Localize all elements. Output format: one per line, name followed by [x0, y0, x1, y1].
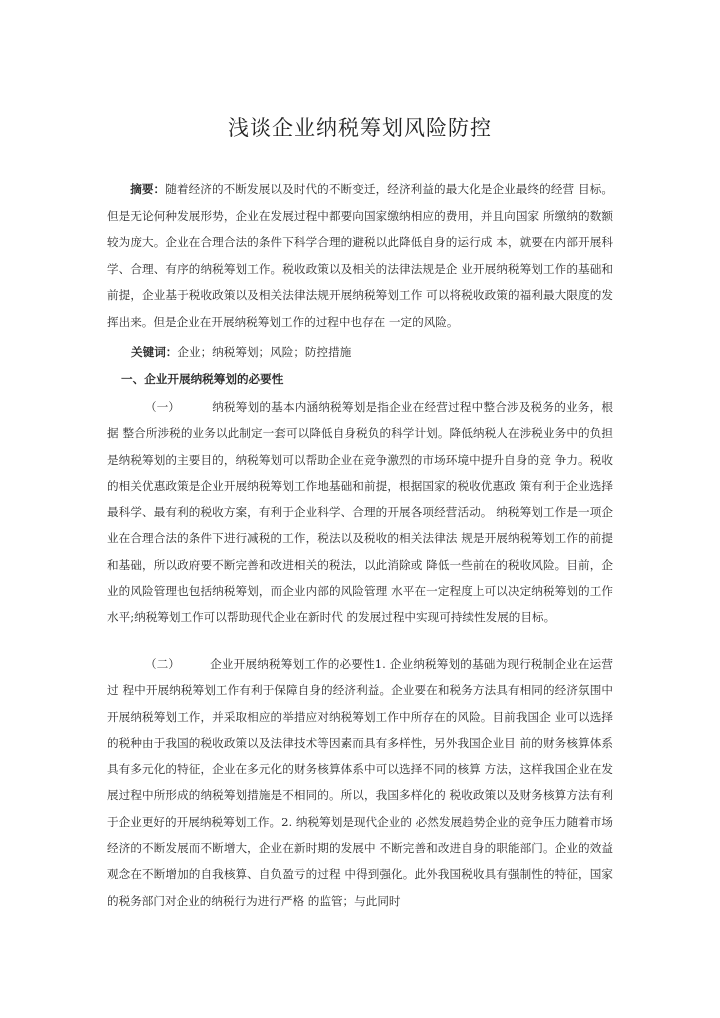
body-paragraph-1	[107, 394, 613, 631]
paragraph-marker-1: （一）	[145, 400, 180, 414]
body-paragraph-2	[107, 651, 613, 914]
section-heading: 一、企业开展纳税筹划的必要性	[121, 372, 284, 386]
keywords-label: 关键词：	[131, 345, 178, 359]
paragraph-marker-2: （二）	[145, 657, 180, 671]
paragraph-text-2: 企业开展纳税筹划工作的必要性1. 企业纳税筹划的基础为现行税制企业在运营过 程中开展纳税筹划工作有利于保障自身的经济利益。企业要在和税务方法具有相同的经济氛围中开展纳税筹划工作，并采取相应的举措应对纳税筹划工作中所存在的风险。目前我国企 业可以选择的税种由于我国的税收政策以及法律技术等因素而具有多样性，另外我国企业目 前的财务核算体系具有多元化的特征，企业在多元化的财务核算体系中可以选择不同的核算 方法，这样我国企业在发展过程中所形成的纳税筹划措施是不相同的。所以，我国多样化的 税收政策以及财务核算方法有利于企业更好的开展纳税筹划工作。2. 纳税筹划是现代企业的 必然发展趋势企业的竞争压力随着市场经济的不断发展而不断增大，企业在新时期的发展中 不断完善和改进自身的职能部门。企业的效益观念在不断增加的自我核算、自负盈亏的过程 中得到强化。此外我国税收具有强制性的特征，国家的税务部门对企业的纳税行为进行严格 的监管；与此同时	[107, 657, 613, 908]
document-title: 浅谈企业纳税筹划风险防控	[228, 116, 492, 140]
keywords-line	[131, 342, 613, 362]
paragraph-text-1: 纳税筹划的基本内涵纳税筹划是指企业在经营过程中整合涉及税务的业务，根据 整合所涉税的业务以此制定一套可以降低自身税负的科学计划。降低纳税人在涉税业务中的负担是纳税筹划的主要目的，纳税筹划可以帮助企业在竞争激烈的市场环境中提升自身的竞 争力。税收的相关优惠政策是企业开展纳税筹划工作地基础和前提，根据国家的税收优惠政 策有利于企业选择最科学、最有利的税收方案，有利于企业科学、合理的开展各项经营活动。 纳税筹划工作是一项企业在合理合法的条件下进行减税的工作，税法以及税收的相关法律法 规是开展纳税筹划工作的前提和基础，所以政府要不断完善和改进相关的税法，以此消除或 降低一些前在的税收风险。目前，企业的风险管理也包括纳税筹划，而企业内部的风险管理 水平在一定程度上可以决定纳税筹划的工作水平;纳税筹划工作可以帮助现代企业在新时代 的发展过程中实现可持续性发展的目标。	[107, 400, 613, 625]
abstract-paragraph	[107, 176, 613, 335]
abstract-text: 随着经济的不断发展以及时代的不断变迁，经济利益的最大化是企业最终的经营 目标。但是无论何种发展形势，企业在发展过程中都要向国家缴纳相应的费用，并且向国家 所缴纳的数额较为庞大。企业在合理合法的条件下科学合理的避税以此降低自身的运行成 本，就要在内部开展科学、合理、有序的纳税筹划工作。税收政策以及相关的法律法规是企 业开展纳税筹划工作的基础和前提，企业基于税收政策以及相关法律法规开展纳税筹划工作 可以将税收政策的福利最大限度的发挥出来。但是企业在开展纳税筹划工作的过程中也存在 一定的风险。	[107, 182, 613, 329]
keywords-text: 企业；纳税筹划；风险；防控措施	[177, 345, 352, 359]
abstract-label: 摘要：	[130, 182, 166, 196]
